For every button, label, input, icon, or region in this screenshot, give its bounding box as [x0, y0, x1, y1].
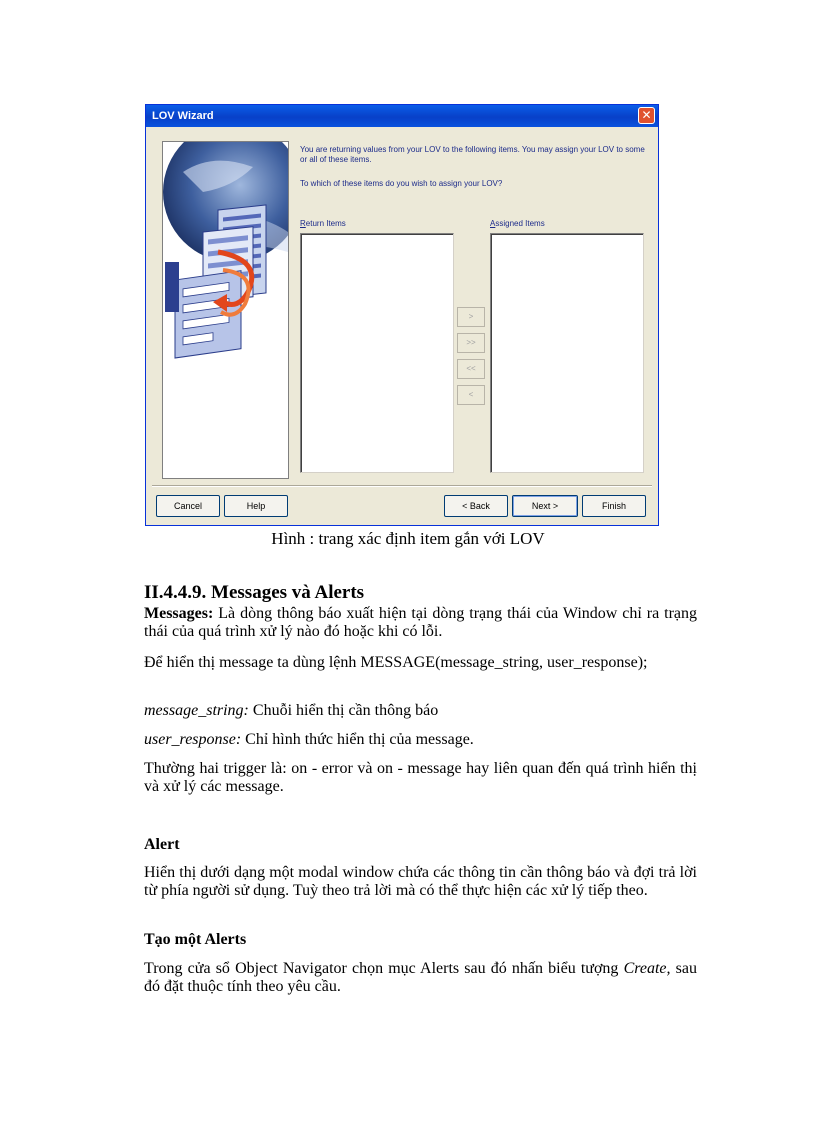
instruction-text-1: You are returning values from your LOV to the following items. You may assign your LOV to some or all of these items.	[300, 145, 645, 164]
cancel-button[interactable]: Cancel	[156, 495, 220, 517]
messages-term: Messages:	[144, 605, 214, 622]
assigned-items-label: Assigned Items	[490, 219, 545, 228]
triggers-paragraph: Thường hai trigger là: on - error và on - message hay liên quan đến quá trình hiển thị và xử lý các message.	[144, 760, 697, 795]
move-all-right-button[interactable]: >>	[457, 333, 485, 353]
instruction-text-2: To which of these items do you wish to assign your LOV?	[300, 179, 503, 188]
back-button[interactable]: < Back	[444, 495, 508, 517]
wizard-illustration-panel	[162, 141, 289, 479]
alert-description: Hiển thị dưới dạng một modal window chứa các thông tin cần thông báo và đợi trả lời từ phía người sử dụng. Tuỳ theo trả lời mà có thể thực hiện các xử lý tiếp theo.	[144, 864, 697, 899]
assigned-items-list[interactable]	[490, 233, 644, 473]
messages-description: Là dòng thông báo xuất hiện tại dòng trạng thái của Window chỉ ra trạng thái của quá trình xử lý nào đó hoặc khi có lỗi.	[144, 605, 697, 640]
move-right-button[interactable]: >	[457, 307, 485, 327]
move-left-button[interactable]: <	[457, 385, 485, 405]
finish-button[interactable]: Finish	[582, 495, 646, 517]
message-usage-paragraph: Để hiển thị message ta dùng lệnh MESSAGE(message_string, user_response);	[144, 654, 648, 671]
lov-wizard-dialog	[145, 104, 659, 526]
dialog-separator	[152, 485, 652, 487]
return-items-list[interactable]	[300, 233, 454, 473]
section-heading: II.4.4.9. Messages và Alerts	[144, 582, 365, 603]
move-all-left-button[interactable]: <<	[457, 359, 485, 379]
close-icon: ✕	[641, 108, 652, 122]
alert-heading: Alert	[144, 836, 180, 853]
help-button[interactable]: Help	[224, 495, 288, 517]
dialog-title: LOV Wizard	[152, 110, 214, 122]
wizard-illustration-icon	[163, 142, 289, 479]
close-button[interactable]	[638, 107, 655, 124]
create-alert-heading: Tạo một Alerts	[144, 931, 247, 948]
create-alert-paragraph: Trong cửa sổ Object Navigator chọn mục Alerts sau đó nhấn biểu tượng Create, sau đó đặt thuộc tính theo yêu cầu.	[144, 960, 698, 995]
param-user-response: user_response: Chỉ hình thức hiển thị của message.	[144, 731, 474, 748]
return-items-label: Return Items	[300, 219, 346, 228]
param-message-string: message_string: Chuỗi hiển thị cần thông báo	[144, 702, 439, 719]
messages-paragraph	[144, 605, 697, 641]
dialog-titlebar	[146, 105, 658, 127]
figure-caption: Hình : trang xác định item gắn với LOV	[271, 529, 545, 548]
next-button[interactable]: Next >	[512, 495, 578, 517]
